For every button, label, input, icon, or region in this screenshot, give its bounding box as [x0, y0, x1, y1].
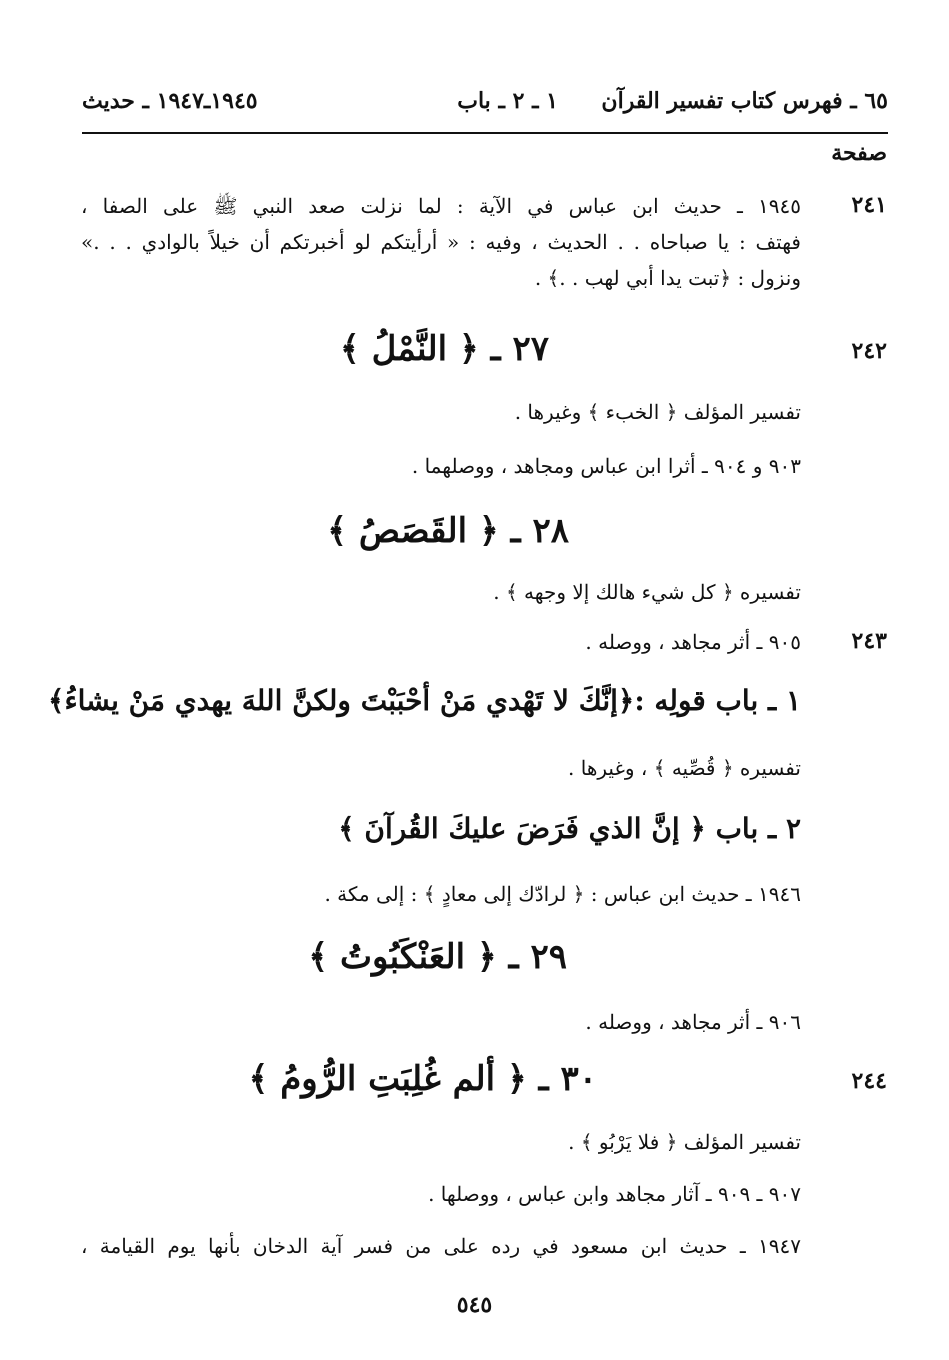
bab-2-heading: ٢ ـ باب ﴿ إنَّ الذي فَرَضَ عليكَ القُرآنَ ﴾: [338, 812, 801, 845]
page-number-footer: ٥٤٥: [456, 1292, 493, 1318]
page-ref-241: ٢٤١: [851, 192, 887, 218]
header-section-range: ١ ـ ٢ ـ باب: [457, 88, 558, 114]
header-hadith-range: ١٩٤٥ـ١٩٤٧ ـ حديث: [82, 88, 258, 114]
bab-1-tafsir-line: تفسيره ﴿ قُصِّيه ﴾ ، وغيرها .: [568, 756, 801, 780]
surah-29-heading: ٢٩ ـ ﴿ العَنْكَبُوتُ ﴾: [308, 937, 567, 977]
hadith-1947-line-1: ١٩٤٧ ـ حديث ابن مسعود في رده على من فسر آية الدخان بأنها يوم القيامة ،: [81, 1234, 801, 1258]
hadith-1945-line-1: ١٩٤٥ ـ حديث ابن عباس في الآية : لما نزلت صعد النبي ﷺ على الصفا ،: [81, 194, 801, 218]
header-rule: [82, 132, 888, 134]
hadith-1945-entry: [81, 188, 801, 296]
page-ref-242: ٢٤٢: [851, 338, 887, 364]
hadith-1945-line-2: فهتف : يا صباحاه . . الحديث ، وفيه : « أرأيتكم لو أخبرتكم أن خيلاً بالوادي . . .»: [81, 230, 801, 254]
naml-tafsir-line: تفسير المؤلف ﴿ الخبء ﴾ وغيرها .: [514, 400, 801, 424]
surah-27-heading: ٢٧ ـ ﴿ النَّمْلُ ﴾: [339, 329, 549, 369]
qasas-tafsir-line: تفسيره ﴿ كل شيء هالك إلا وجهه ﴾ .: [493, 580, 801, 604]
surah-30-heading: ٣٠ ـ ﴿ ألم غُلِبَتِ الرُّومُ ﴾: [248, 1059, 597, 1099]
rum-tafsir-line: تفسير المؤلف ﴿ فلا يَرْبُو ﴾ .: [568, 1130, 801, 1154]
athar-905-line: ٩٠٥ ـ أثر مجاهد ، ووصله .: [585, 630, 801, 654]
bab-1-heading: ١ ـ باب قولِه :﴿إنَّكَ لا تَهْدي مَنْ أحْبَبْتَ ولكنَّ اللهَ يهدي مَنْ يشاءُ﴾: [48, 684, 801, 717]
surah-28-heading: ٢٨ ـ ﴿ القَصَصُ ﴾: [327, 511, 569, 551]
athar-907-909-line: ٩٠٧ ـ ٩٠٩ ـ آثار مجاهد وابن عباس ، ووصلها .: [428, 1182, 801, 1206]
header-chapter-title: ٦٥ ـ فهرس كتاب تفسير القرآن: [601, 88, 888, 114]
hadith-1945-line-3: ونزول : ﴿تبت يدا أبي لهب . .﴾ .: [534, 266, 801, 290]
page-ref-244: ٢٤٤: [851, 1068, 887, 1094]
hadith-1946-line: ١٩٤٦ ـ حديث ابن عباس : ﴿ لرادّك إلى معادٍ ﴾ : إلى مكة .: [324, 882, 801, 906]
page-column-label: صفحة: [831, 140, 887, 166]
athar-903-904-line: ٩٠٣ و ٩٠٤ ـ أثرا ابن عباس ومجاهد ، ووصلهما .: [411, 454, 801, 478]
page-ref-243: ٢٤٣: [851, 628, 887, 654]
hadith-1947-entry: [81, 1228, 801, 1264]
athar-906-line: ٩٠٦ ـ أثر مجاهد ، ووصله .: [585, 1010, 801, 1034]
running-header: [82, 88, 888, 124]
